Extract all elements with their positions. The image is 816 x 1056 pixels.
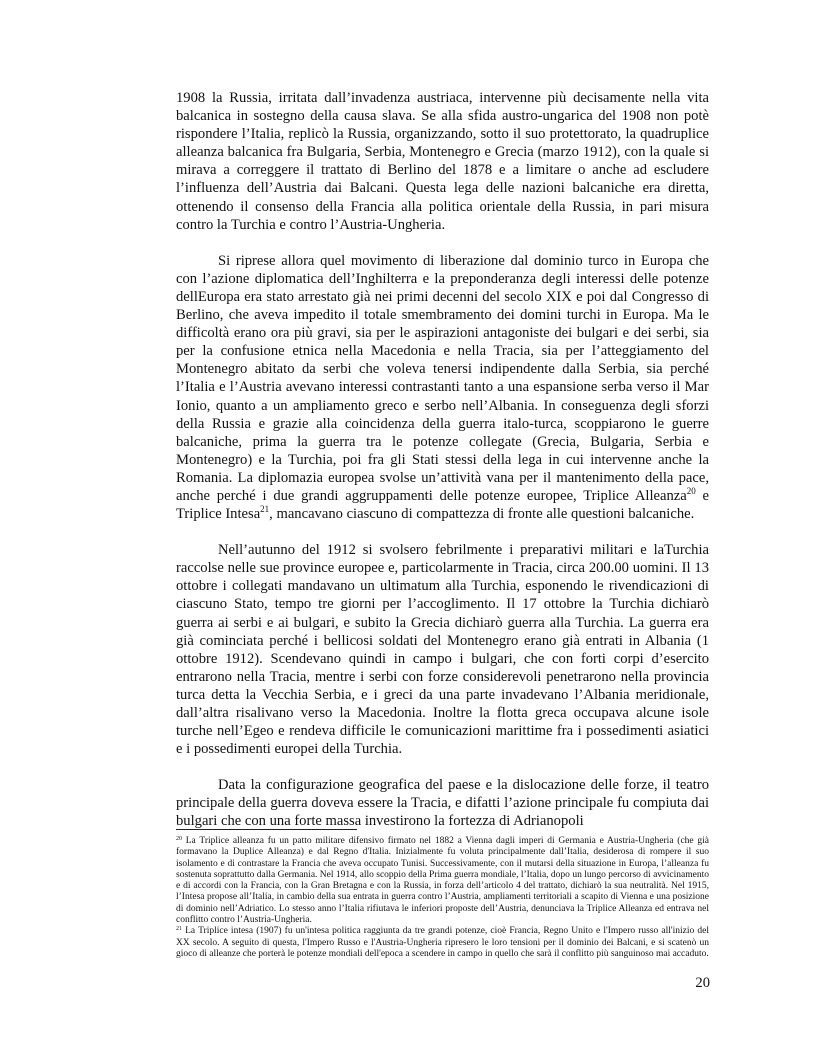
paragraph-3-text: Nell’autunno del 1912 si svolsero febrilmente i preparativi militari e laTurchia raccolse nelle sue province europee e, particolarmente in Tracia, circa 200.00 uomini. Il 13 ottobre i collegati mandavano un ultimatum alla Turchia, esponendo le rivendicazioni di ciascuno Stato, tempo tre giorni per l’accoglimento. Il 17 ottobre la Turchia dichiarò guerra ai serbi e ai bulgari, e subito la Grecia dichiarò guerra alla Turchia. La guerra era già cominciata perché i bellicosi soldati del Montenegro erano già entrati in Albania (1 ottobre 1912). Scendevano quindi in campo i bulgari, che con forti corpi d’esercito entrarono nella Tracia, mentre i serbi con forze considerevoli penetrarono nella provincia turca detta la Vecchia Serbia, e i greci da una parte invadevano l’Albania meridionale, dall’altra risalivano verso la Macedonia. Inoltre la flotta greca occupava alcune isole turche nell’Egeo e rendeva difficile le comunicazioni marittime fra i possedimenti asiatici e i possedimenti europei della Turchia. <box>176 542 709 758</box>
page-number: 20 <box>695 975 710 991</box>
paragraph-2-text-end: , mancavano ciascuno di compattezza di fronte alle questioni balcaniche. <box>269 506 695 523</box>
paragraph-2-text-start: Si riprese allora quel movimento di liberazione dal dominio turco in Europa che con l’azione diplomatica dell’Inghilterra e la preponderanza degli interessi delle potenze dellEuropa era stato arrestato già nei primi decenni del secolo XIX e poi dal Congresso di Berlino, che aveva impedito il totale smembramento dei domini turchi in Europa. Ma le difficoltà erano ora più gravi, sia per le aspirazioni antagoniste dei bulgari e dei serbi, sia per la confusione etnica nella Macedonia e nella Tracia, sia per l’atteggiamento del Montenegro abitato da serbi che voleva tenersi indipendente dalla Serbia, sia perché l’Italia e l’Austria avevano interessi contrastanti tanto a una espansione serba verso il Mar Ionio, quanto a un ampliamento greco e serbo nell’Albania. In conseguenza degli sforzi della Russia e grazie alla coincidenza della guerra italo-turca, scoppiarono le guerre balcaniche, prima la guerra tra le potenze collegate (Grecia, Bulgaria, Serbia e Montenegro) e la Turchia, poi fra gli Stati stessi della lega in cui intervenne anche la Romania. La diplomazia europea svolse un’attività vana per il mantenimento della pace, anche perché i due grandi aggruppamenti delle potenze europee, Triplice Alleanza <box>176 252 709 504</box>
paragraph-2 <box>176 252 709 523</box>
footnote-20-number: 20 <box>176 836 182 842</box>
footnote-21-number: 21 <box>176 926 182 933</box>
paragraph-1 <box>176 89 709 234</box>
footnote-20-text: La Triplice alleanza fu un patto militare difensivo firmato nel 1882 a Vienna dagli imperi di Germania e Austria-Ungheria (che già formavano la Duplice Alleanza) e dal Regno d'Italia. Inizialmente fu voluta principalmente dall’Italia, desiderosa di rompere il suo isolamento e di contrastare la Francia che aveva occupato Tunisi. Successivamente, con il mutarsi della situazione in Europa, l’alleanza fu sostenuta soprattutto dalla Germania. Nel 1914, allo scoppio della Prima guerra mondiale, l’Italia, dopo un lungo percorso di avvicinamento e di accordi con la Francia, con la Gran Bretagna e con la Russia, in forza dell’articolo 4 del trattato, dichiarò la sua neutralità. Nel 1915, l’Intesa propose all’Italia, in cambio della sua entrata in guerra contro l’Austria, ampliamenti territoriali a scapito di Vienna e una posizione di dominio nell’Adriatico. Lo stesso anno l’Italia rifiutava le inferiori proposte dell’Austria, denunciava la Triplice Alleanza ed entrava nel conflitto contro l’Austria-Ungheria. <box>176 836 709 926</box>
paragraph-4 <box>176 776 709 830</box>
footnote-21-text: La Triplice intesa (1907) fu un'intesa politica raggiunta da tre grandi potenze, cioè Francia, Regno Unito e l'Impero russo all'inizio del XX secolo. A seguito di questa, l'Impero Russo e l'Austria-Ungheria ripresero le loro tensioni per il dominio dei Balcani, e si scatenò un gioco di alleanze che porterà le potenze mondiali dell'epoca a scendere in campo in quello che sarà il conflitto più sanguinoso mai accaduto. <box>176 926 709 959</box>
paragraph-2-text-middle: e Triplice Intesa <box>176 487 709 523</box>
footnote-ref-20[interactable]: 20 <box>686 485 696 496</box>
footnote-separator <box>176 829 357 830</box>
footnote-ref-21[interactable]: 21 <box>260 504 270 515</box>
footnotes <box>176 836 709 960</box>
footnote-20 <box>176 836 709 926</box>
paragraph-1-text: 1908 la Russia, irritata dall’invadenza austriaca, intervenne più decisamente nella vita balcanica in sostegno della causa slava. Se alla sfida austro-ungarica del 1908 non potè rispondere l’Italia, replicò la Russia, organizzando, sotto il suo protettorato, la quadruplice alleanza balcanica fra Bulgaria, Serbia, Montenegro e Grecia (marzo 1912), con la quale si mirava a correggere il trattato di Berlino del 1878 e a limitare o anche ad escludere l’influenza dell’Austria dai Balcani. Questa lega delle nazioni balcaniche era diretta, ottenendo il consenso della Francia alla politica orientale della Russia, in pari misura contro la Turchia e contro l’Austria-Ungheria. <box>176 90 709 233</box>
paragraph-4-text: Data la configurazione geografica del paese e la dislocazione delle forze, il teatro principale della guerra doveva essere la Tracia, e difatti l’azione principale fu compiuta dai bulgari che con una forte massa investirono la fortezza di Adrianopoli <box>176 777 709 830</box>
body-text <box>176 89 709 849</box>
footnote-21 <box>176 926 709 960</box>
paragraph-3 <box>176 541 709 758</box>
